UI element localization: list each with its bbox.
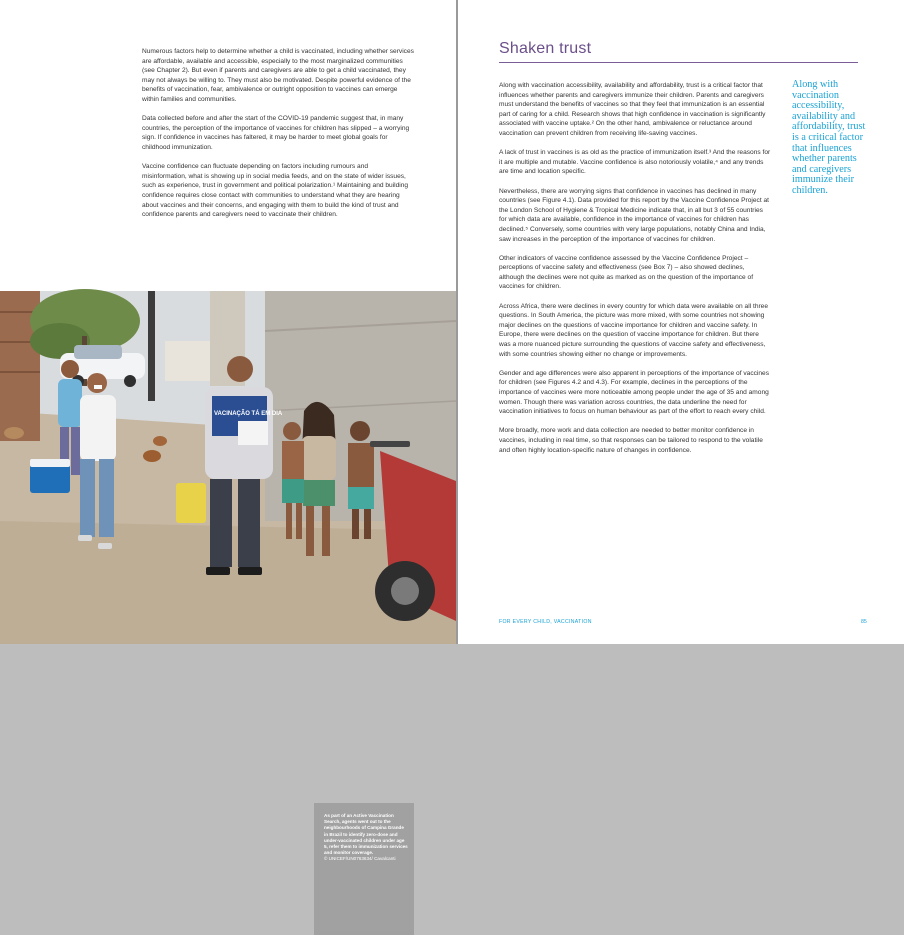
right-paragraph: Other indicators of vaccine confidence assessed by the Vaccine Confidence Project – perceptions of vaccine safety and effectiveness (see Box 7) – also showed declines, although the declines were not quite as marked as on the question of the importance of vaccines for children. xyxy=(499,254,754,291)
title-divider xyxy=(499,62,858,63)
vaccination-photo xyxy=(0,291,456,862)
right-page xyxy=(458,0,904,644)
pull-quote: Along with vaccination accessibility, availability and affordability, trust is a critical factor that influences whether parents and caregivers immunize their children. xyxy=(792,79,866,196)
photo-caption-text: As part of an Active Vaccination Search, agents went out to the neighbourhoods of Campina Grande in Brazil to identify zero-dose and under-vaccinated children under age 5, refer them to immunization services and monitor coverage. xyxy=(324,813,408,856)
right-paragraph: Nevertheless, there are worrying signs that confidence in vaccines has declined in many countries (see Figure 4.1). Data provided for this report by the Vaccine Confidence Project at the London School of Hygiene & Tropical Medicine indicate that, in all but 3 of 55 countries for which data are available, confidence in the importance of vaccines for children has declined.⁵ Conversely, some countries with very large populations, notably China and India, saw increases in the perception of the importance of vaccines for children. xyxy=(499,187,769,243)
right-paragraph: A lack of trust in vaccines is as old as the practice of immunization itself.³ And the reasons for it are multiple and mutable. Vaccine confidence is also notoriously volatile,⁴ and any trends are time and location specific. xyxy=(499,149,771,176)
left-paragraph: Numerous factors help to determine whether a child is vaccinated, including whether services are affordable, available and accessible, especially to the most marginalized communities (see Chapter 2). But even if parents and caregivers are able to get a child vaccinated, they may not always be willing to. They must also be motivated. Despite powerful evidence of the benefits of vaccination, fear, ambivalence or outright opposition to vaccines can emerge within families and communities. xyxy=(142,48,414,103)
left-body-text xyxy=(142,47,414,229)
right-paragraph: Across Africa, there were declines in every country for which data were available on all three questions. In South America, the picture was more mixed, with some countries not showing major declines on the questions of vaccine importance for children and vaccine safety. In Europe, there were declines on the question of vaccine importance for children. But there was a more nuanced picture surrounding the questions of vaccine safety and effectiveness, with some countries showing either no change or improvements. xyxy=(499,302,769,358)
left-paragraph: Data collected before and after the start of the COVID-19 pandemic suggest that, in many countries, the perception of the importance of vaccines for children has slipped – a worrying sign. If confidence in vaccines has faltered, it may be harder to meet global goals for childhood immunization. xyxy=(142,115,410,151)
footer-label: FOR EVERY CHILD, VACCINATION xyxy=(499,619,592,625)
left-paragraph: Vaccine confidence can fluctuate depending on factors including rumours and misinformation, what is showing up in social media feeds, and on the state of wider issues, such as experience, trust in government and political polarization.¹ Maintaining and building confidence requires close contact with communities to understand what they are hearing about vaccines and their concerns, and engaging with them to build the kind of trust and confidence parents and caregivers need to vaccinate their children. xyxy=(142,163,409,219)
left-page xyxy=(0,0,456,862)
right-body-text xyxy=(499,81,771,465)
page-title: Shaken trust xyxy=(499,40,592,57)
page-number: 85 xyxy=(861,619,867,625)
right-paragraph: More broadly, more work and data collection are needed to better monitor confidence in vaccines, including in real time, so that responses can be tailored to respond to the volatile and often highly location-specific nature of changes in confidence. xyxy=(499,427,763,454)
shirt-text: VACINAÇÃO TÁ EM DIA xyxy=(214,411,283,417)
photo-caption xyxy=(314,803,414,935)
right-paragraph: Along with vaccination accessibility, availability and affordability, trust is a critical factor that influences whether parents and caregivers immunize their children. Parents and caregivers must understand the benefits of vaccines so that they feel that immunization is an essential part of caring for a child. Research shows that high confidence in vaccination is significantly associated with vaccine uptake.² On the other hand, ambivalence or reluctance around vaccination can prevent children from receiving life-saving vaccines. xyxy=(499,82,766,137)
right-paragraph: Gender and age differences were also apparent in perceptions of the importance of vaccines for children (see Figures 4.2 and 4.3). For example, declines in the perceptions of the importance of vaccines were more noticeable among people under the age of 35 and among women. Though there was variation across countries, the data underline the need for vaccination initiatives to focus on human behaviour as part of the effort to reach every child. xyxy=(499,369,770,416)
photo-credit: © UNICEF/UN0763634/ Cavalcanti xyxy=(324,856,396,862)
